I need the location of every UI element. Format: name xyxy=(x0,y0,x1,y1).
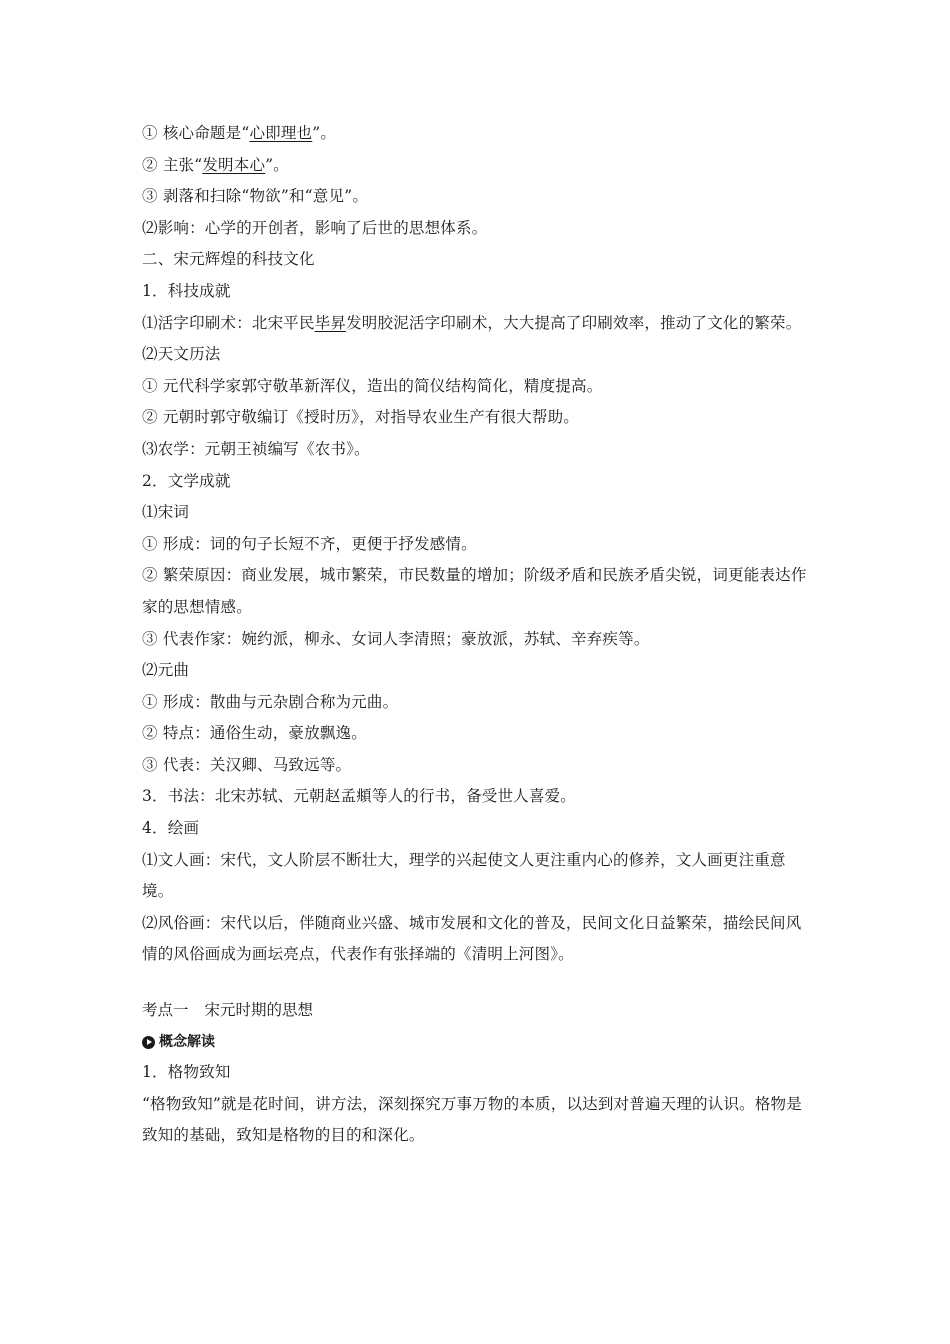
list-item: ⑵元曲 xyxy=(142,661,190,680)
concept-label: 概念解读 xyxy=(159,1034,215,1051)
subsection-heading: 2．文学成就 xyxy=(142,471,231,490)
underlined-term: 心即理也 xyxy=(249,124,313,142)
play-circle-icon xyxy=(142,1036,155,1049)
list-item: ③ 代表：关汉卿、马致远等。 xyxy=(142,755,352,774)
subsection-heading: 1．科技成就 xyxy=(142,281,231,300)
list-item: ⑵影响：心学的开创者，影响了后世的思想体系。 xyxy=(142,218,488,237)
underlined-term: 发明本心 xyxy=(202,155,266,174)
list-item: ⑵天文历法 xyxy=(142,345,221,364)
proposition-line xyxy=(142,118,814,150)
text-segment: 发明胶泥活字印刷术，大大提高了印刷效率，推动了文化的繁荣。 xyxy=(346,313,802,332)
list-item: ⑶农学：元朝王祯编写《农书》。 xyxy=(142,439,370,458)
text-segment: ”。 xyxy=(312,124,337,142)
concept-header xyxy=(142,1027,814,1057)
list-item: ⑴宋词 xyxy=(142,503,190,522)
spacer xyxy=(142,971,814,993)
section-heading: 二、宋元辉煌的科技文化 xyxy=(142,250,315,269)
underlined-term: 毕昇 xyxy=(314,313,347,332)
list-item: ① 形成：词的句子长短不齐，更便于抒发感情。 xyxy=(142,534,477,553)
subsection-heading: 4．绘画 xyxy=(142,819,200,838)
printing-paragraph xyxy=(142,308,814,340)
text-segment: ⑴活字印刷术：北宋平民 xyxy=(142,313,315,332)
exam-point-title xyxy=(142,993,814,1027)
text-segment: ”。 xyxy=(265,155,289,174)
list-item: ⑵风俗画：宋代以后，伴随商业兴盛、城市发展和文化的普及，民间文化日益繁荣，描绘民间风情的风俗画成为画坛亮点，代表作有张择端的《清明上河图》。 xyxy=(142,913,802,964)
text-segment: ② 主张“ xyxy=(142,155,203,174)
list-item: ① 元代科学家郭守敬革新浑仪，造出的简仪结构简化，精度提高。 xyxy=(142,376,603,395)
list-item: ③ 剥落和扫除“物欲”和“意见”。 xyxy=(142,187,369,206)
subsection-heading: 1．格物致知 xyxy=(142,1063,231,1082)
body-paragraph: “格物致知”就是花时间，讲方法，深刻探究万事万物的本质，以达到对普遍天理的认识。格物是致知的基础，致知是格物的目的和深化。 xyxy=(142,1094,802,1145)
list-item: ② 特点：通俗生动，豪放飘逸。 xyxy=(142,724,367,743)
list-item: ③ 代表作家：婉约派，柳永、女词人李清照；豪放派，苏轼、辛弃疾等。 xyxy=(142,629,650,648)
advocacy-line xyxy=(142,150,814,182)
exam-point-name: 宋元时期的思想 xyxy=(204,1001,314,1020)
exam-point-label: 考点一 xyxy=(142,1001,189,1020)
list-item: ② 繁荣原因：商业发展，城市繁荣，市民数量的增加；阶级矛盾和民族矛盾尖锐，词更能表达作家的思想情感。 xyxy=(142,566,807,616)
list-item: ① 形成：散曲与元杂剧合称为元曲。 xyxy=(142,692,399,711)
document-page xyxy=(142,118,814,1152)
list-item: ⑴文人画：宋代，文人阶层不断壮大，理学的兴起使文人更注重内心的修养，文人画更注重意境。 xyxy=(142,850,786,901)
subsection-heading: 3．书法：北宋苏轼、元朝赵孟頫等人的行书，备受世人喜爱。 xyxy=(142,787,576,806)
text-segment: ① 核心命题是“ xyxy=(142,124,250,142)
list-item: ② 元朝时郭守敬编订《授时历》，对指导农业生产有很大帮助。 xyxy=(142,408,579,427)
